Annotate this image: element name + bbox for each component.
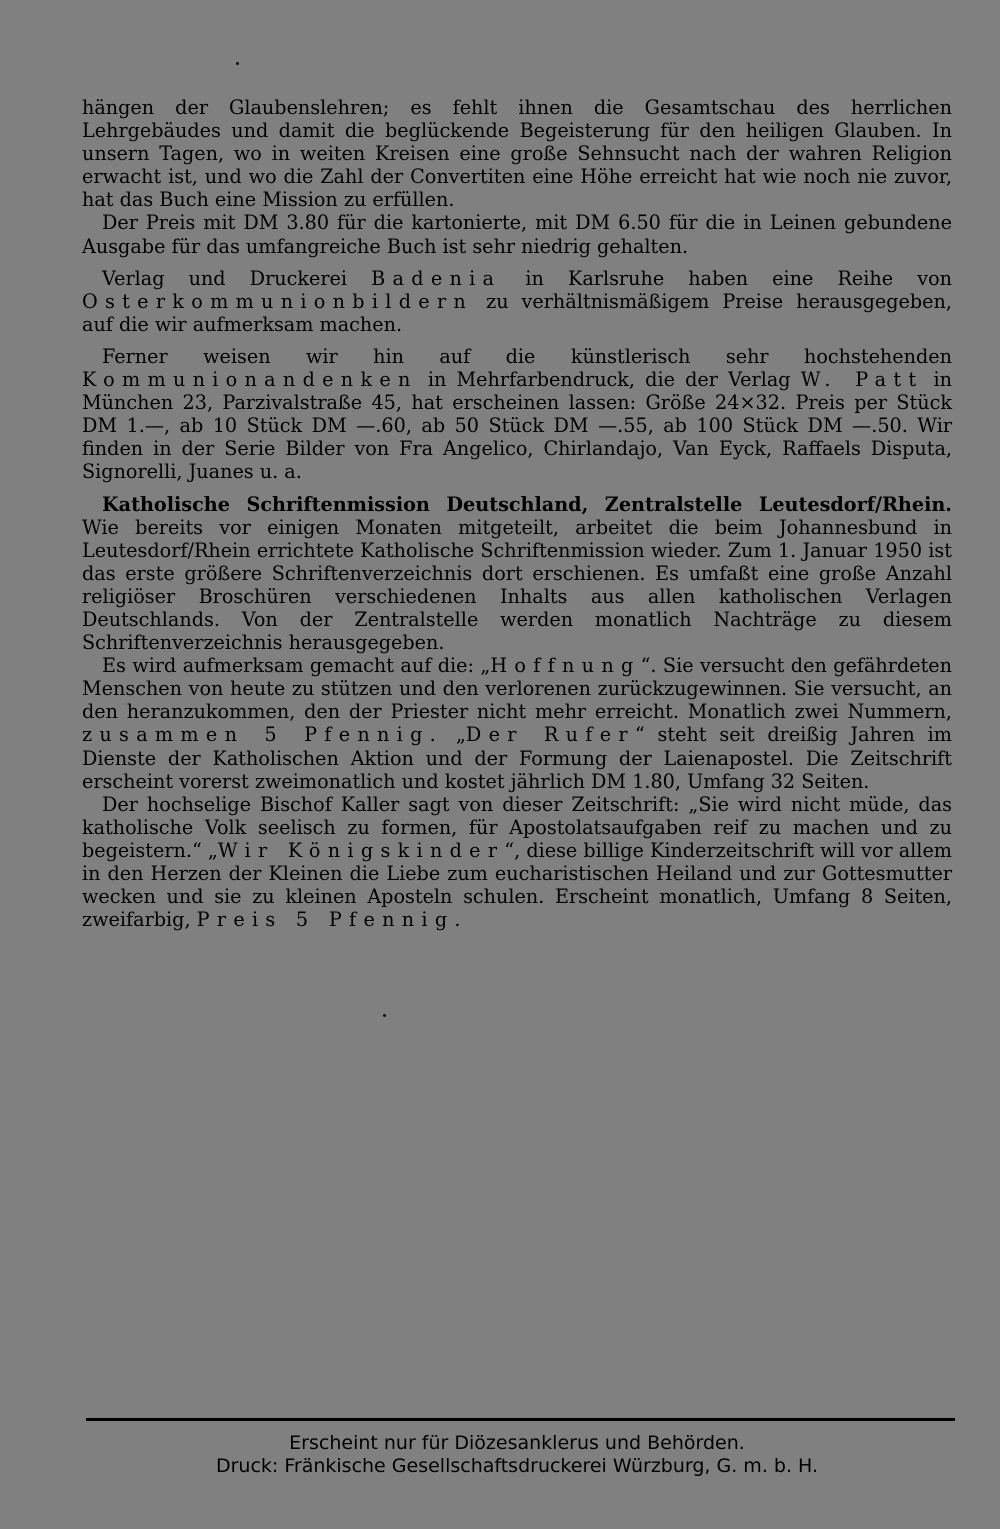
footer-divider xyxy=(86,1418,955,1421)
paragraph-text: zu verhältnismäßigem Preise herausgegeben, auf die wir aufmerksam machen. xyxy=(82,289,952,336)
paragraph-text: „ xyxy=(443,723,466,747)
print-speck xyxy=(383,1014,386,1017)
spaced-publisher-name: W. Patt xyxy=(800,368,924,392)
paragraph-text: “. Sie versucht den gefährdeten Menschen von heute zu stützen und den verlorenen zurückzugewinnen. Sie versucht, an den heranzukommen, den der Priester nicht mehr erreicht. Monatlich zwei Nummern, xyxy=(82,654,953,724)
spaced-title-rufer: Der Rufer xyxy=(465,723,635,747)
footer-printer-note: Druck: Fränkische Gesellschaftsdruckerei Würzburg, G. m. b. H. xyxy=(215,1455,819,1477)
paragraph-text: in Mehrfarbendruck, die der Verlag xyxy=(417,368,801,392)
paragraph-text: Der hochselige Bischof Kaller sagt von dieser Zeitschrift: „Sie wird nicht müde, das katholische Volk seelisch zu formen, für Apostolatsaufgaben reif zu machen und zu begeistern.“ „ xyxy=(82,792,952,862)
paragraph-text: hängen der Glaubenslehren; es fehlt ihnen die Gesamtschau des herrlichen Lehrgebäudes und damit die beglückende Begeisterung für den heiligen Glauben. In unsern Tagen, wo in weiten Kreisen eine große Sehnsucht nach der wahren Religion erwacht ist, und wo die Zahl der Convertiten eine Höhe erreicht hat wie noch nie zuvor, hat das Buch eine Mission zu erfüllen. xyxy=(82,96,952,212)
paragraph-price xyxy=(82,211,952,257)
footer xyxy=(82,1432,952,1478)
section-heading: Katholische Schriftenmission Deutschland, Zentralstelle Leutesdorf/Rhein. xyxy=(102,492,952,516)
paragraph-hoffnung xyxy=(82,654,952,793)
paragraph-koenigskinder xyxy=(82,793,952,932)
paragraph-text: Wie bereits vor einigen Monaten mitgeteilt, arbeitet die beim Johannesbund in Leutesdorf/Rhein errichtete Katholische Schriftenmission wieder. Zum 1. Januar 1950 ist das erste größere Schriftenverzeichnis dort erschienen. Es umfaßt eine große Anzahl religiöser Broschüren verschiedenen Inhalts aus allen katholischen Verlagen Deutschlands. Von der Zentralstelle werden monatlich Nachträge zu diesem Schriftenverzeichnis herausgegeben. xyxy=(82,515,952,655)
spaced-publisher-name: Badenia xyxy=(371,266,502,290)
spaced-title-hoffnung: Hoffnung xyxy=(490,654,641,678)
print-speck xyxy=(236,62,239,65)
spaced-title-koenigskinder: Wir Königskinder xyxy=(217,838,505,862)
paragraph-kommunionandenken xyxy=(82,345,952,484)
spaced-product-name: Kommunionandenken xyxy=(82,368,418,392)
spaced-product-name: Osterkommunionbildern xyxy=(82,289,474,313)
paragraph-badenia xyxy=(82,267,952,336)
paragraph-text: in Karlsruhe haben eine Reihe von xyxy=(501,266,952,290)
paragraph-text: Es wird aufmerksam gemacht auf die: „ xyxy=(102,654,491,678)
paragraph-text: Ferner weisen wir hin auf die künstlerisch sehr hochstehenden xyxy=(102,344,952,368)
paragraph-text: Verlag und Druckerei xyxy=(102,266,372,290)
footer-distribution-note: Erscheint nur für Diözesanklerus und Behörden. xyxy=(289,1432,745,1454)
paragraph-text: Der Preis mit DM 3.80 für die kartonierte, mit DM 6.50 für die in Leinen gebundene Ausgabe für das umfangreiche Buch ist sehr niedrig gehalten. xyxy=(82,211,952,258)
paragraph-schriftenmission xyxy=(82,493,952,655)
spaced-price-text: zusammen 5 Pfennig. xyxy=(82,723,444,747)
paragraph-text: in München 23, Parzivalstraße 45, hat erscheinen lassen: Größe 24×32. Preis per Stück DM 1.—, ab 10 Stück DM —.60, ab 50 Stück DM —.55, ab 100 Stück DM —.50. Wir finden in der Serie Bilder von Fra Angelico, Chirlandajo, Van Eyck, Raffaels Disputa, Signorelli, Juanes u. a. xyxy=(82,368,952,484)
spaced-price-text: Preis 5 Pfennig. xyxy=(196,908,468,932)
paragraph-text: “ steht seit dreißig Jahren im Dienste der Katholischen Aktion und der Formung der Laienapostel. Die Zeitschrift erscheint vorerst zweimonatlich und kostet jährlich DM 1.80, Umfang 32 Seiten. xyxy=(82,723,952,793)
paragraph-book-mission xyxy=(82,96,952,211)
article-body xyxy=(82,96,952,931)
paragraph-text: “, diese billige Kinderzeitschrift will vor allem in den Herzen der Kleinen die Liebe zum eucharistischen Heiland und zur Gottesmutter wecken und sie zu kleinen Aposteln schulen. Erscheint monatlich, Umfang 8 Seiten, zweifarbig, xyxy=(82,838,952,932)
